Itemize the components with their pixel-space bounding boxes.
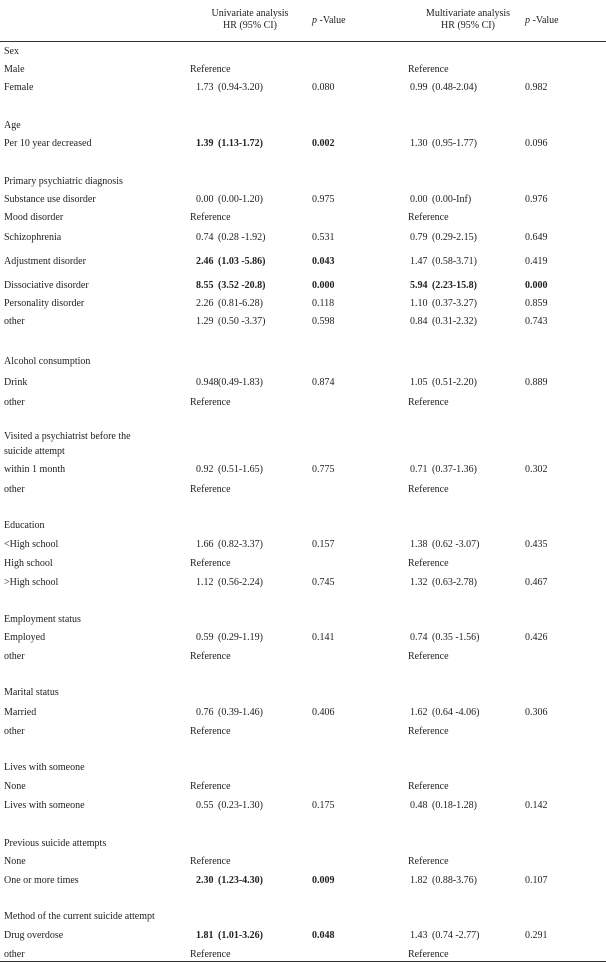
row-label: Lives with someone: [4, 800, 85, 811]
univariate-hr: 2.26: [196, 298, 214, 309]
row-label: Married: [4, 707, 37, 718]
univariate-p-value: 0.000: [312, 280, 335, 291]
multivariate-ci: (0.35 -1.56): [432, 632, 480, 643]
multivariate-p-value: 0.426: [525, 632, 548, 643]
section-title: Visited a psychiatrist before the: [4, 431, 131, 442]
univariate-ci: (0.39-1.46): [218, 707, 263, 718]
multivariate-ci: (0.62 -3.07): [432, 539, 480, 550]
multivariate-header: [408, 8, 528, 32]
multivariate-ci: (0.58-3.71): [432, 256, 477, 267]
univariate-p-value: 0.975: [312, 194, 335, 205]
univariate-p-value: 0.175: [312, 800, 335, 811]
multivariate-hr: 0.79: [410, 232, 428, 243]
multivariate-p-value: 0.419: [525, 256, 548, 267]
univariate-reference: Reference: [190, 781, 231, 792]
p-rest: -Value: [317, 15, 346, 26]
multivariate-hr: 1.38: [410, 539, 428, 550]
row-label: >High school: [4, 577, 59, 588]
univariate-ci: (0.28 -1.92): [218, 232, 266, 243]
univariate-reference: Reference: [190, 64, 231, 75]
row-label: Female: [4, 82, 34, 93]
univariate-ci: (0.51-1.65): [218, 464, 263, 475]
multivariate-ci: (0.63-2.78): [432, 577, 477, 588]
row-label: other: [4, 316, 25, 327]
row-label: Personality disorder: [4, 298, 85, 309]
row-label: Substance use disorder: [4, 194, 96, 205]
section-title: Lives with someone: [4, 762, 85, 773]
univariate-reference: Reference: [190, 949, 231, 960]
univariate-hr: 0.59: [196, 632, 214, 643]
row-label: Per 10 year decreased: [4, 138, 92, 149]
multivariate-p-value: 0.743: [525, 316, 548, 327]
multivariate-reference: Reference: [408, 856, 449, 867]
univariate-ci: (0.82-3.37): [218, 539, 263, 550]
row-label: Mood disorder: [4, 212, 64, 223]
univariate-reference: Reference: [190, 726, 231, 737]
univariate-p-value: 0.775: [312, 464, 335, 475]
multivariate-hr: 1.43: [410, 930, 428, 941]
univariate-ci: (3.52 -20.8): [218, 280, 266, 291]
multivariate-hr: 1.30: [410, 138, 428, 149]
univariate-hr: 1.39: [196, 138, 214, 149]
univariate-reference: Reference: [190, 558, 231, 569]
section-title: Method of the current suicide attempt: [4, 911, 155, 922]
univariate-reference: Reference: [190, 397, 231, 408]
row-label: Adjustment disorder: [4, 256, 86, 267]
univariate-p-value: 0.048: [312, 930, 335, 941]
univariate-ci: (0.94-3.20): [218, 82, 263, 93]
multivariate-p-value: 0.291: [525, 930, 548, 941]
univariate-p-value: 0.002: [312, 138, 335, 149]
multivariate-reference: Reference: [408, 651, 449, 662]
univariate-ci: (1.13-1.72): [218, 138, 263, 149]
row-label: High school: [4, 558, 53, 569]
section-title: Sex: [4, 46, 19, 57]
multivariate-p-value: 0.889: [525, 377, 548, 388]
univariate-ci: (0.81-6.28): [218, 298, 263, 309]
univariate-hr: 1.66: [196, 539, 214, 550]
multivariate-p-value: 0.000: [525, 280, 548, 291]
multivariate-hr: 1.32: [410, 577, 428, 588]
univariate-hr: 0.92: [196, 464, 214, 475]
univariate-p-value: 0.598: [312, 316, 335, 327]
p-italic-2: p: [525, 15, 530, 26]
univariate-ci: (1.23-4.30): [218, 875, 263, 886]
multivariate-hr: 0.48: [410, 800, 428, 811]
univariate-hr: 0.00: [196, 194, 214, 205]
multivariate-ci: (0.74 -2.77): [432, 930, 480, 941]
univariate-p-value: 0.874: [312, 377, 335, 388]
section-title: Employment status: [4, 614, 81, 625]
univariate-hr: 2.30: [196, 875, 214, 886]
section-title: suicide attempt: [4, 446, 65, 457]
univariate-ci: (0.23-1.30): [218, 800, 263, 811]
row-label: Dissociative disorder: [4, 280, 89, 291]
univariate-hr: 0.55: [196, 800, 214, 811]
univariate-p-header: [312, 15, 346, 27]
section-title: Primary psychiatric diagnosis: [4, 176, 123, 187]
row-label: None: [4, 856, 26, 867]
bottom-rule: [0, 961, 606, 962]
multivariate-ci: (0.51-2.20): [432, 377, 477, 388]
multivariate-reference: Reference: [408, 558, 449, 569]
univariate-ci: (0.49-1.83): [218, 377, 263, 388]
univariate-hr: 1.12: [196, 577, 214, 588]
section-title: Previous suicide attempts: [4, 838, 107, 849]
multivariate-hr: 0.74: [410, 632, 428, 643]
header-rule: [0, 41, 606, 42]
row-label: other: [4, 949, 25, 960]
row-label: None: [4, 781, 26, 792]
univariate-reference: Reference: [190, 212, 231, 223]
univariate-ci: (0.00-1.20): [218, 194, 263, 205]
multivariate-hr: 1.62: [410, 707, 428, 718]
univariate-reference: Reference: [190, 856, 231, 867]
multivariate-p-value: 0.467: [525, 577, 548, 588]
multivariate-ci: (0.37-3.27): [432, 298, 477, 309]
multivariate-reference: Reference: [408, 397, 449, 408]
row-label: Schizophrenia: [4, 232, 62, 243]
row-label: other: [4, 484, 25, 495]
multivariate-reference: Reference: [408, 484, 449, 495]
multivariate-ci: (0.29-2.15): [432, 232, 477, 243]
multivariate-hr: 0.00: [410, 194, 428, 205]
multivariate-p-value: 0.096: [525, 138, 548, 149]
multivariate-p-value: 0.976: [525, 194, 548, 205]
multivariate-hr: 1.47: [410, 256, 428, 267]
multivariate-p-value: 0.142: [525, 800, 548, 811]
univariate-p-value: 0.043: [312, 256, 335, 267]
univariate-reference: Reference: [190, 651, 231, 662]
univariate-ci: (0.50 -3.37): [218, 316, 266, 327]
univariate-p-value: 0.745: [312, 577, 335, 588]
univariate-hr: 1.81: [196, 930, 214, 941]
univariate-p-value: 0.009: [312, 875, 335, 886]
multivariate-p-value: 0.649: [525, 232, 548, 243]
multivariate-ci: (0.18-1.28): [432, 800, 477, 811]
row-label: within 1 month: [4, 464, 66, 475]
row-label: Drink: [4, 377, 28, 388]
univariate-ci: (1.01-3.26): [218, 930, 263, 941]
multivariate-title: Multivariate analysis: [425, 8, 511, 19]
row-label: other: [4, 726, 25, 737]
row-label: Male: [4, 64, 25, 75]
multivariate-hr: 1.05: [410, 377, 428, 388]
univariate-p-value: 0.080: [312, 82, 335, 93]
univariate-header: [190, 8, 310, 32]
univariate-p-value: 0.531: [312, 232, 335, 243]
row-label: Employed: [4, 632, 46, 643]
univariate-reference: Reference: [190, 484, 231, 495]
row-label: other: [4, 397, 25, 408]
p-rest-2: -Value: [530, 15, 559, 26]
univariate-subtitle: HR (95% CI): [223, 20, 277, 31]
multivariate-ci: (0.95-1.77): [432, 138, 477, 149]
univariate-hr: 0.74: [196, 232, 214, 243]
multivariate-ci: (0.37-1.36): [432, 464, 477, 475]
multivariate-ci: (0.88-3.76): [432, 875, 477, 886]
multivariate-hr: 1.82: [410, 875, 428, 886]
section-title: Education: [4, 520, 45, 531]
multivariate-ci: (0.00-Inf): [432, 194, 472, 205]
univariate-hr: 2.46: [196, 256, 214, 267]
multivariate-ci: (0.31-2.32): [432, 316, 477, 327]
multivariate-hr: 0.99: [410, 82, 428, 93]
multivariate-p-value: 0.982: [525, 82, 548, 93]
univariate-p-value: 0.157: [312, 539, 335, 550]
multivariate-p-value: 0.302: [525, 464, 548, 475]
multivariate-p-value: 0.107: [525, 875, 548, 886]
multivariate-reference: Reference: [408, 781, 449, 792]
univariate-hr: 1.29: [196, 316, 214, 327]
row-label: Drug overdose: [4, 930, 64, 941]
univariate-hr: 0.948: [196, 377, 219, 388]
p-italic: p: [312, 15, 317, 26]
multivariate-ci: (0.48-2.04): [432, 82, 477, 93]
multivariate-p-value: 0.435: [525, 539, 548, 550]
univariate-hr: 8.55: [196, 280, 214, 291]
section-title: Alcohol consumption: [4, 356, 91, 367]
row-label: One or more times: [4, 875, 79, 886]
section-title: Marital status: [4, 687, 59, 698]
univariate-p-value: 0.406: [312, 707, 335, 718]
univariate-hr: 0.76: [196, 707, 214, 718]
multivariate-hr: 0.84: [410, 316, 428, 327]
multivariate-hr: 1.10: [410, 298, 428, 309]
univariate-ci: (0.56-2.24): [218, 577, 263, 588]
multivariate-hr: 5.94: [410, 280, 428, 291]
multivariate-p-header: [525, 15, 559, 27]
multivariate-hr: 0.71: [410, 464, 428, 475]
section-title: Age: [4, 120, 21, 131]
multivariate-subtitle: HR (95% CI): [441, 20, 495, 31]
univariate-p-value: 0.141: [312, 632, 335, 643]
multivariate-reference: Reference: [408, 212, 449, 223]
multivariate-p-value: 0.306: [525, 707, 548, 718]
univariate-hr: 1.73: [196, 82, 214, 93]
multivariate-ci: (0.64 -4.06): [432, 707, 480, 718]
univariate-title: Univariate analysis: [211, 8, 289, 19]
multivariate-reference: Reference: [408, 726, 449, 737]
univariate-p-value: 0.118: [312, 298, 335, 309]
univariate-ci: (0.29-1.19): [218, 632, 263, 643]
multivariate-reference: Reference: [408, 949, 449, 960]
univariate-ci: (1.03 -5.86): [218, 256, 266, 267]
row-label: other: [4, 651, 25, 662]
multivariate-ci: (2.23-15.8): [432, 280, 477, 291]
multivariate-p-value: 0.859: [525, 298, 548, 309]
row-label: <High school: [4, 539, 59, 550]
multivariate-reference: Reference: [408, 64, 449, 75]
